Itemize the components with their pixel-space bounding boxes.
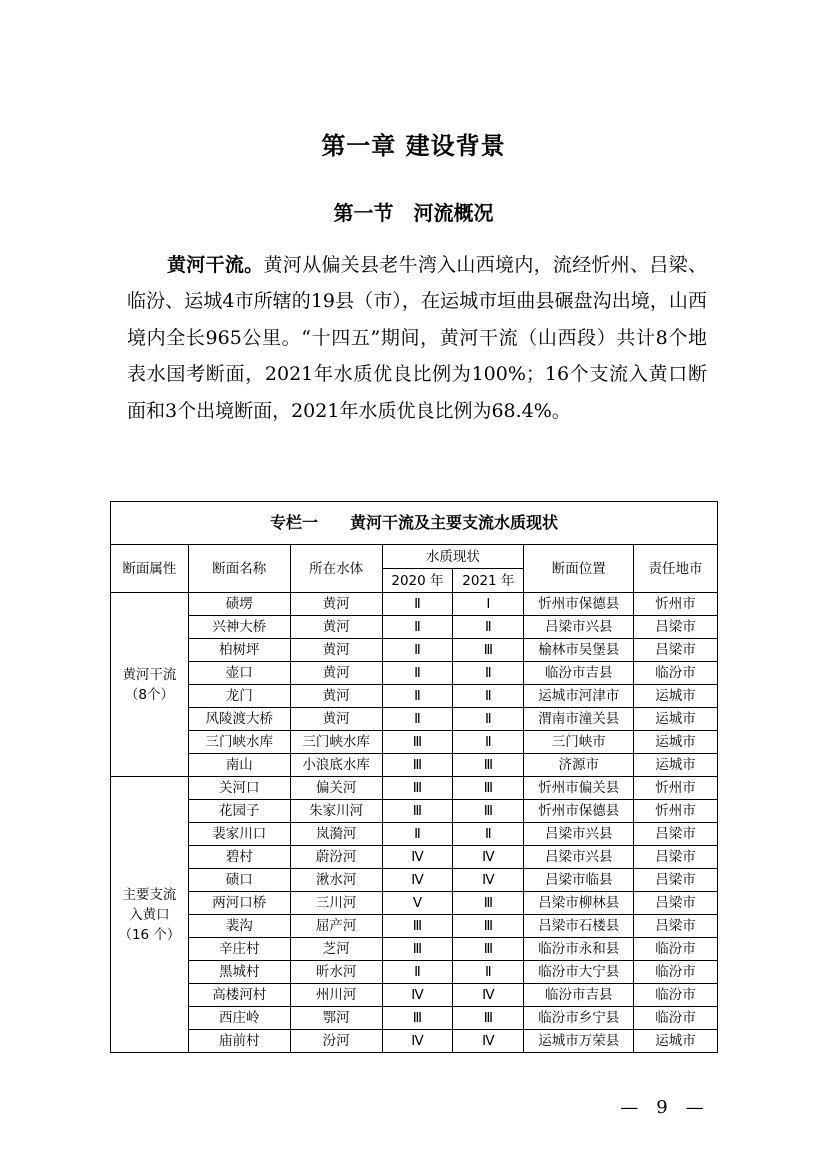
responsible-city: 运城市	[634, 1030, 718, 1053]
water-body: 州川河	[290, 984, 382, 1007]
water-body: 芝河	[290, 938, 382, 961]
responsible-city: 运城市	[634, 708, 718, 731]
section-location: 榆林市吴堡县	[524, 639, 634, 662]
quality-2020: Ⅲ	[382, 938, 453, 961]
section-name: 兴神大桥	[188, 616, 290, 639]
quality-2020: Ⅲ	[382, 731, 453, 754]
quality-2021: Ⅲ	[453, 892, 524, 915]
water-body: 昕水河	[290, 961, 382, 984]
table-caption: 专栏一 黄河干流及主要支流水质现状	[111, 502, 718, 545]
quality-2021: Ⅳ	[453, 846, 524, 869]
section-name: 龙门	[188, 685, 290, 708]
section-location: 三门峡市	[524, 731, 634, 754]
table-row	[111, 685, 718, 708]
section-name: 两河口桥	[188, 892, 290, 915]
section-name: 黑城村	[188, 961, 290, 984]
responsible-city: 临汾市	[634, 984, 718, 1007]
quality-2020: Ⅱ	[382, 639, 453, 662]
water-body: 黄河	[290, 685, 382, 708]
section-location: 临汾市大宁县	[524, 961, 634, 984]
header-city: 责任地市	[634, 545, 718, 593]
responsible-city: 运城市	[634, 731, 718, 754]
section-name: 柏树坪	[188, 639, 290, 662]
header-2021: 2021 年	[453, 569, 524, 593]
section-location: 运城市万荣县	[524, 1030, 634, 1053]
header-water: 所在水体	[290, 545, 382, 593]
section-name: 关河口	[188, 777, 290, 800]
water-body: 湫水河	[290, 869, 382, 892]
table-row	[111, 800, 718, 823]
section-location: 济源市	[524, 754, 634, 777]
table-row	[111, 869, 718, 892]
water-body: 三川河	[290, 892, 382, 915]
table-row	[111, 915, 718, 938]
responsible-city: 运城市	[634, 754, 718, 777]
quality-2020: Ⅱ	[382, 708, 453, 731]
group-label	[111, 777, 189, 1053]
section-location: 渭南市潼关县	[524, 708, 634, 731]
group-label	[111, 593, 189, 777]
water-body: 汾河	[290, 1030, 382, 1053]
section-location: 运城市河津市	[524, 685, 634, 708]
quality-2021: Ⅳ	[453, 984, 524, 1007]
quality-2021: Ⅳ	[453, 869, 524, 892]
table-row	[111, 823, 718, 846]
section-location: 忻州市偏关县	[524, 777, 634, 800]
table-row	[111, 593, 718, 616]
water-body: 屈产河	[290, 915, 382, 938]
water-body: 岚漪河	[290, 823, 382, 846]
section-location: 忻州市保德县	[524, 593, 634, 616]
section-name: 高楼河村	[188, 984, 290, 1007]
responsible-city: 吕梁市	[634, 915, 718, 938]
quality-2021: Ⅲ	[453, 1007, 524, 1030]
water-body: 黄河	[290, 616, 382, 639]
quality-2021: Ⅱ	[453, 662, 524, 685]
table-row	[111, 708, 718, 731]
responsible-city: 运城市	[634, 685, 718, 708]
header-attr: 断面属性	[111, 545, 189, 593]
quality-2021: Ⅳ	[453, 1030, 524, 1053]
water-body: 三门峡水库	[290, 731, 382, 754]
quality-2020: Ⅲ	[382, 1007, 453, 1030]
section-title: 第一节 河流概况	[333, 201, 494, 225]
responsible-city: 吕梁市	[634, 823, 718, 846]
section-name: 碛口	[188, 869, 290, 892]
page-number: — 9 —	[620, 1097, 704, 1118]
group-label-line: 黄河干流	[122, 666, 177, 683]
quality-2020: Ⅱ	[382, 685, 453, 708]
quality-2021: Ⅱ	[453, 823, 524, 846]
water-body: 偏关河	[290, 777, 382, 800]
section-location: 吕梁市石楼县	[524, 915, 634, 938]
header-name: 断面名称	[188, 545, 290, 593]
section-name: 辛庄村	[188, 938, 290, 961]
table-row	[111, 938, 718, 961]
section-location: 吕梁市柳林县	[524, 892, 634, 915]
water-body: 小浪底水库	[290, 754, 382, 777]
section-name: 风陵渡大桥	[188, 708, 290, 731]
quality-2021: Ⅲ	[453, 915, 524, 938]
responsible-city: 临汾市	[634, 961, 718, 984]
section-location: 临汾市吉县	[524, 662, 634, 685]
table-row	[111, 777, 718, 800]
quality-2021: Ⅰ	[453, 593, 524, 616]
quality-2020: Ⅲ	[382, 800, 453, 823]
responsible-city: 临汾市	[634, 1007, 718, 1030]
quality-2021: Ⅲ	[453, 777, 524, 800]
section-name: 裴沟	[188, 915, 290, 938]
quality-2021: Ⅲ	[453, 754, 524, 777]
table-row	[111, 1030, 718, 1053]
table-row	[111, 892, 718, 915]
quality-2021: Ⅱ	[453, 708, 524, 731]
table-row	[111, 1007, 718, 1030]
paragraph-lead: 黄河干流。	[167, 254, 264, 276]
table-row	[111, 616, 718, 639]
quality-2020: Ⅳ	[382, 984, 453, 1007]
section-location: 吕梁市临县	[524, 869, 634, 892]
water-body: 朱家川河	[290, 800, 382, 823]
section-location: 临汾市乡宁县	[524, 1007, 634, 1030]
section-name: 碧村	[188, 846, 290, 869]
responsible-city: 吕梁市	[634, 846, 718, 869]
quality-2021: Ⅱ	[453, 961, 524, 984]
responsible-city: 吕梁市	[634, 892, 718, 915]
table-row	[111, 639, 718, 662]
responsible-city: 临汾市	[634, 938, 718, 961]
section-name: 西庄岭	[188, 1007, 290, 1030]
quality-2020: Ⅱ	[382, 616, 453, 639]
section-name: 碛塄	[188, 593, 290, 616]
responsible-city: 忻州市	[634, 777, 718, 800]
quality-2021: Ⅲ	[453, 639, 524, 662]
table-row	[111, 754, 718, 777]
responsible-city: 临汾市	[634, 662, 718, 685]
section-name: 花园子	[188, 800, 290, 823]
water-body: 鄂河	[290, 1007, 382, 1030]
header-location: 断面位置	[524, 545, 634, 593]
section-name: 裴家川口	[188, 823, 290, 846]
quality-2020: Ⅱ	[382, 961, 453, 984]
quality-2020: Ⅲ	[382, 777, 453, 800]
water-body: 黄河	[290, 639, 382, 662]
responsible-city: 吕梁市	[634, 616, 718, 639]
responsible-city: 忻州市	[634, 593, 718, 616]
section-location: 吕梁市兴县	[524, 823, 634, 846]
table-row	[111, 846, 718, 869]
section-name: 南山	[188, 754, 290, 777]
header-2020: 2020 年	[382, 569, 453, 593]
quality-2020: Ⅱ	[382, 593, 453, 616]
water-quality-table	[110, 501, 718, 1053]
quality-2020: Ⅴ	[382, 892, 453, 915]
water-body: 黄河	[290, 708, 382, 731]
responsible-city: 吕梁市	[634, 639, 718, 662]
group-label-line: （16 个）	[118, 926, 181, 943]
header-quality: 水质现状	[382, 545, 524, 569]
water-body: 黄河	[290, 593, 382, 616]
section-location: 吕梁市兴县	[524, 846, 634, 869]
quality-2021: Ⅱ	[453, 685, 524, 708]
chapter-title: 第一章 建设背景	[321, 131, 506, 160]
quality-2021: Ⅱ	[453, 731, 524, 754]
section-location: 忻州市保德县	[524, 800, 634, 823]
section-location: 临汾市吉县	[524, 984, 634, 1007]
section-location: 临汾市永和县	[524, 938, 634, 961]
table-row	[111, 662, 718, 685]
quality-2020: Ⅳ	[382, 846, 453, 869]
quality-2021: Ⅲ	[453, 938, 524, 961]
paragraph-body: 黄河从偏关县老牛湾入山西境内，流经忻州、吕梁、临汾、运城4市所辖的19县（市），在运城市垣曲县碾盘沟出境，山西境内全长965公里。“十四五”期间，黄河干流（山西段）共计8个地表水国考断面，2021年水质优良比例为100%；16个支流入黄口断面和3个出境断面，2021年水质优良比例为68.4%。	[127, 254, 707, 422]
body-paragraph	[127, 247, 707, 429]
section-name: 庙前村	[188, 1030, 290, 1053]
group-label-line: 入黄口	[129, 906, 170, 923]
group-label-line: （8个）	[124, 686, 174, 703]
responsible-city: 忻州市	[634, 800, 718, 823]
responsible-city: 吕梁市	[634, 869, 718, 892]
quality-2021: Ⅲ	[453, 800, 524, 823]
water-body: 蔚汾河	[290, 846, 382, 869]
quality-2020: Ⅱ	[382, 823, 453, 846]
quality-2020: Ⅲ	[382, 754, 453, 777]
table-row	[111, 731, 718, 754]
section-name: 三门峡水库	[188, 731, 290, 754]
quality-2020: Ⅳ	[382, 1030, 453, 1053]
water-body: 黄河	[290, 662, 382, 685]
quality-2020: Ⅲ	[382, 915, 453, 938]
group-label-line: 主要支流	[122, 886, 177, 903]
section-name: 壶口	[188, 662, 290, 685]
quality-2020: Ⅳ	[382, 869, 453, 892]
section-location: 吕梁市兴县	[524, 616, 634, 639]
table-row	[111, 961, 718, 984]
table-row	[111, 984, 718, 1007]
quality-2021: Ⅱ	[453, 616, 524, 639]
quality-2020: Ⅱ	[382, 662, 453, 685]
